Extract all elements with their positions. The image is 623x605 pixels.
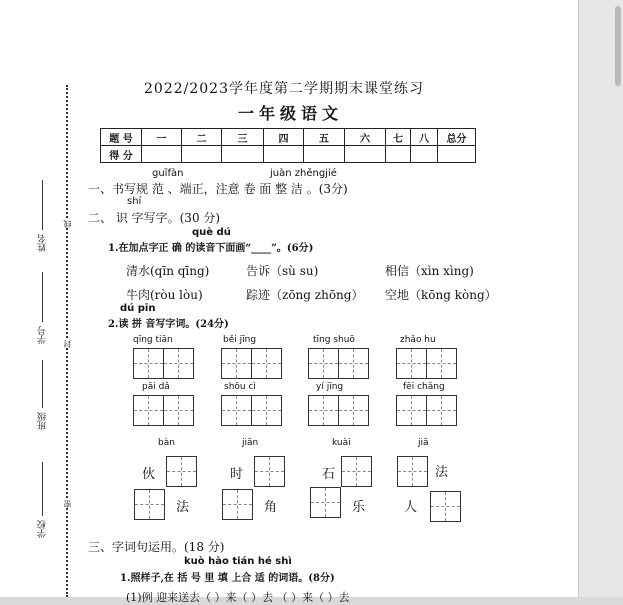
binding-word-secret: 密 — [63, 500, 72, 508]
writing-cell[interactable] — [397, 456, 428, 487]
score-input-cell[interactable] — [222, 146, 264, 163]
score-input-cell[interactable] — [345, 146, 386, 163]
writing-cell[interactable] — [222, 489, 253, 520]
school-fill-line — [42, 462, 43, 516]
score-table-score-row — [101, 146, 476, 163]
vertical-scrollbar[interactable] — [578, 0, 623, 597]
score-cell: 总分 — [438, 129, 476, 146]
binding-word-line: 线 — [63, 220, 72, 228]
reading-item[interactable]: 相信（xìn xìng) — [385, 264, 474, 278]
score-cell: 三 — [222, 129, 264, 146]
margin-label-school: 学校 — [38, 520, 48, 538]
writing-cell[interactable] — [133, 348, 164, 379]
section-3-heading: 三、字词句运用。(18 分) — [88, 540, 225, 554]
question-2-1: 1.在加点字正 确 的读音下面画“____”。(6分) — [108, 243, 314, 254]
word-char: 伙 — [142, 467, 156, 482]
score-cell: 六 — [345, 129, 386, 146]
writing-cell[interactable] — [221, 348, 252, 379]
margin-label-name: 姓名 — [38, 234, 48, 252]
pinyin-guifan: guīfàn — [152, 168, 184, 179]
writing-cell[interactable] — [396, 348, 427, 379]
word-char: 角 — [264, 500, 278, 515]
pinyin-prompt: bàn — [158, 438, 175, 448]
score-cell: 二 — [182, 129, 222, 146]
word-char: 人 — [404, 500, 418, 515]
writing-cell[interactable] — [430, 491, 461, 522]
score-input-cell[interactable] — [304, 146, 345, 163]
class-fill-line — [42, 360, 43, 408]
score-cell: 一 — [142, 129, 182, 146]
pinyin-prompt: pāi dǎ — [142, 382, 170, 392]
score-cell: 八 — [411, 129, 438, 146]
word-char: 乐 — [352, 500, 366, 515]
score-input-cell[interactable] — [182, 146, 222, 163]
score-input-cell[interactable] — [438, 146, 476, 163]
writing-cell[interactable] — [426, 348, 457, 379]
score-input-cell[interactable] — [411, 146, 438, 163]
pinyin-kuohao: kuò hào tián hé shì — [184, 556, 292, 567]
question-2-2: 2.读 拼 音写字词。(24分) — [108, 319, 229, 330]
writing-cell[interactable] — [251, 395, 282, 426]
reading-item[interactable]: 清水(qīn qīng) — [126, 264, 210, 278]
pinyin-prompt: fēi chǎng — [403, 382, 445, 392]
pinyin-prompt: kuài — [332, 438, 351, 448]
score-cell: 题 号 — [101, 129, 142, 146]
reading-item[interactable]: 空地（kōng kòng） — [385, 288, 497, 302]
writing-cell[interactable] — [426, 395, 457, 426]
name-fill-line — [42, 180, 43, 230]
scrollbar-thumb[interactable] — [615, 6, 621, 86]
score-input-cell[interactable] — [386, 146, 411, 163]
writing-cell[interactable] — [310, 487, 341, 518]
margin-label-class: 班级 — [38, 412, 48, 430]
margin-label-student-id: 学号 — [38, 326, 48, 344]
writing-cell[interactable] — [251, 348, 282, 379]
pinyin-prompt: qīng tiān — [133, 335, 173, 345]
writing-cell[interactable] — [163, 348, 194, 379]
pinyin-juanzhengjie: juàn zhěngjié — [270, 168, 337, 179]
question-3-1: 1.照样子,在 括 号 里 填 上合 适 的词语。(8分) — [120, 573, 335, 584]
pinyin-prompt: tīng shuō — [313, 335, 355, 345]
writing-cell[interactable] — [341, 456, 372, 487]
reading-item[interactable]: 告诉（sù su) — [246, 264, 319, 278]
writing-cell[interactable] — [308, 348, 339, 379]
example-line: (1)例 迎来送去（ ）来（ ）去 （ ）来（ ）去 — [126, 591, 350, 604]
writing-cell[interactable] — [134, 489, 165, 520]
word-char: 法 — [176, 500, 190, 515]
score-cell: 七 — [386, 129, 411, 146]
pinyin-prompt: yí jīng — [316, 382, 344, 392]
writing-cell[interactable] — [254, 456, 285, 487]
writing-cell[interactable] — [338, 395, 369, 426]
score-cell: 四 — [264, 129, 304, 146]
score-cell: 五 — [304, 129, 345, 146]
exam-subtitle: 一年级语文 — [238, 104, 344, 123]
writing-cell[interactable] — [163, 395, 194, 426]
writing-cell[interactable] — [221, 395, 252, 426]
score-input-cell[interactable] — [142, 146, 182, 163]
writing-cell[interactable] — [166, 456, 197, 487]
reading-item[interactable]: 牛肉(ròu lòu) — [126, 288, 203, 302]
binding-word-seal: 封 — [63, 340, 72, 348]
pinyin-prompt: jiān — [242, 438, 259, 448]
word-char: 法 — [435, 465, 449, 480]
section-1-text: 一、书写规 范 、端正，注意 卷 面 整 洁 。(3分) — [88, 182, 348, 196]
student-id-fill-line — [42, 272, 43, 322]
word-char: 石 — [322, 467, 336, 482]
score-table — [100, 128, 476, 163]
pinyin-prompt: jiā — [418, 438, 429, 448]
pinyin-dupin: dú pīn — [120, 303, 156, 314]
reading-item[interactable]: 踪迹（zōng zhōng） — [246, 288, 364, 302]
writing-cell[interactable] — [308, 395, 339, 426]
pinyin-quedu: què dú — [192, 227, 231, 238]
pinyin-prompt: běi jīng — [223, 335, 257, 345]
writing-cell[interactable] — [396, 395, 427, 426]
pinyin-prompt: zhǎo hu — [400, 335, 436, 345]
pinyin-shi: shí — [127, 196, 142, 207]
writing-cell[interactable] — [133, 395, 164, 426]
word-char: 时 — [230, 467, 244, 482]
writing-cell[interactable] — [338, 348, 369, 379]
score-input-cell[interactable] — [264, 146, 304, 163]
score-row-label: 得 分 — [101, 146, 142, 163]
pinyin-prompt: shǒu cì — [224, 382, 256, 392]
score-table-header-row — [101, 129, 476, 146]
section-2-heading: 二、 识 字写字。(30 分) — [88, 211, 221, 225]
exam-title: 2022/2023学年度第二学期期末课堂练习 — [144, 81, 424, 97]
